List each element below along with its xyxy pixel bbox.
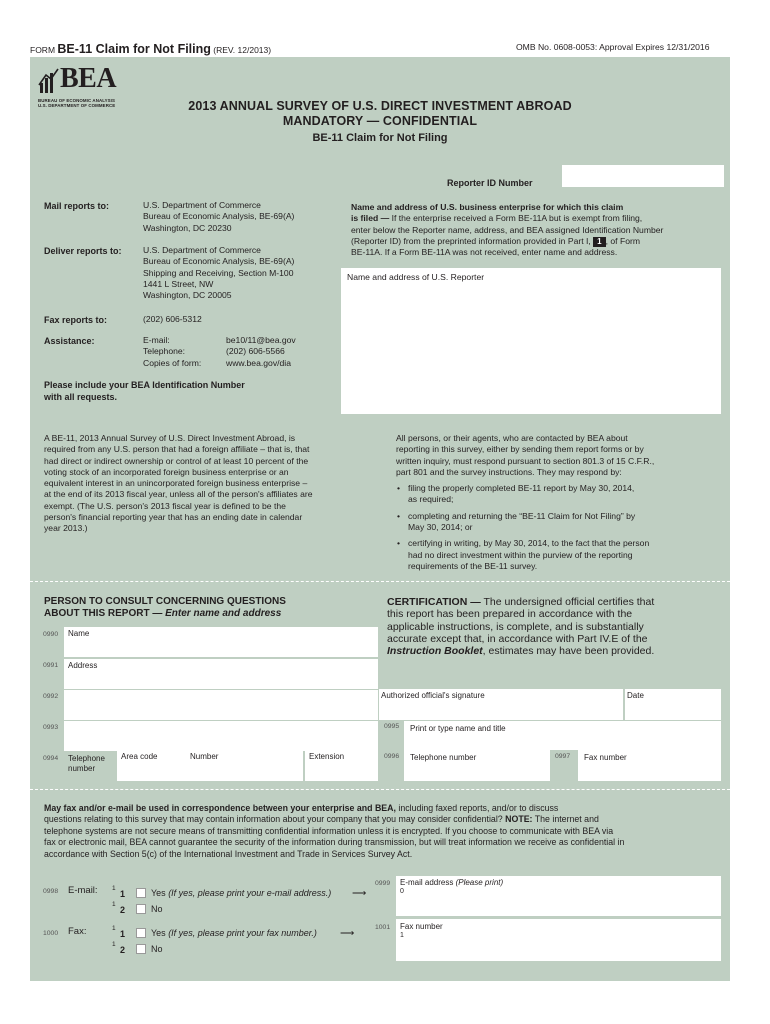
- intro-line: All persons, or their agents, who are contacted by BEA about: [396, 433, 628, 443]
- extension-label: Extension: [309, 752, 345, 761]
- option-superscript: 1: [112, 941, 116, 948]
- mail-line: Washington, DC 20230: [143, 222, 232, 233]
- reporter-name-address-box[interactable]: [341, 268, 721, 414]
- intro-line: had direct or indirect ownership or control of at least 10 percent of the: [44, 455, 309, 466]
- consent-line: fax or electronic mail, BEA cannot guarantee the security of the information during transmission, but will treat information we receive as confidential in: [44, 837, 625, 848]
- option-superscript: 1: [112, 901, 116, 908]
- email-no-checkbox[interactable]: [136, 904, 146, 914]
- area-code-label: Area code: [121, 752, 158, 761]
- consult-heading-line: ABOUT THIS REPORT —: [44, 608, 166, 619]
- code-0992: 0992: [43, 693, 59, 700]
- email-address-label-instruction: (Please print): [455, 878, 504, 887]
- email-address-sub: 0: [400, 888, 404, 895]
- deliver-line: Washington, DC 20005: [143, 290, 232, 301]
- name-address-body: BE-11A. If a Form BE-11A was not received, enter name and address.: [351, 247, 618, 258]
- instruction-booklet-ref: Instruction Booklet: [387, 645, 483, 658]
- form-header: [30, 42, 271, 56]
- signature-field[interactable]: [379, 689, 623, 720]
- intro-line: exempt. (The U.S. person's 2013 fiscal year is defined to be the: [44, 500, 286, 511]
- fax-reports-label: Fax reports to:: [44, 315, 108, 325]
- bullet-line: requirements of the BE-11 survey.: [408, 560, 538, 571]
- code-0999: 0999: [375, 880, 391, 887]
- code-0998: 0998: [43, 888, 59, 895]
- telephone-label-line: number: [68, 764, 96, 773]
- response-option: [396, 511, 721, 534]
- response-option: [396, 538, 721, 572]
- assist-phone: (202) 606-5566: [226, 346, 285, 357]
- form-prefix: FORM: [30, 45, 56, 55]
- phone-number-label: Number: [190, 752, 219, 761]
- arrow-right-icon: ⟶: [352, 888, 367, 899]
- code-0990: 0990: [43, 631, 59, 638]
- email-address-label: [400, 878, 503, 887]
- consent-note-label: NOTE:: [505, 814, 533, 825]
- email-yes-checkbox[interactable]: [136, 888, 146, 898]
- consent-line: telephone systems are not secure means of transmitting confidential information unless it is encrypted. If you choose to communicate with BEA via: [44, 825, 614, 836]
- assist-email: be10/11@bea.gov: [226, 335, 296, 345]
- fax-number-sub: 1: [400, 932, 404, 939]
- code-0991: 0991: [43, 662, 59, 669]
- bea-logo-line1: BUREAU OF ECONOMIC ANALYSIS: [38, 98, 116, 103]
- intro-line: required from any U.S. person that had a foreign affiliate – that is, that: [44, 444, 310, 455]
- intro-line: reporting in this survey, either by sending them report forms or by: [396, 444, 644, 455]
- code-0995: 0995: [384, 723, 400, 730]
- response-option: [396, 483, 721, 506]
- telephone-label-line: Telephone: [68, 754, 105, 763]
- code-0993: 0993: [43, 724, 59, 731]
- consult-heading: [44, 596, 286, 620]
- yes-text: Yes: [151, 928, 169, 938]
- consult-address-field[interactable]: [64, 659, 378, 689]
- fax-label: Fax:: [68, 926, 87, 937]
- fax-email-consent-text: [44, 803, 724, 860]
- code-1001: 1001: [375, 924, 391, 931]
- deliver-line: Bureau of Economic Analysis, BE-69(A): [143, 256, 295, 267]
- consult-heading-line: PERSON TO CONSULT CONCERNING QUESTIONS: [44, 596, 286, 607]
- email-no-label: No: [151, 904, 163, 914]
- fax-number-field[interactable]: [396, 919, 721, 961]
- bullet-line: May 30, 2014; or: [408, 522, 473, 533]
- intro-right-paragraph: [396, 433, 721, 572]
- mail-line: U.S. Department of Commerce: [143, 200, 261, 210]
- certification-line: this report has been prepared in accordance with the: [387, 608, 633, 621]
- intro-line: A BE-11, 2013 Annual Survey of U.S. Direct Investment Abroad, is: [44, 433, 296, 443]
- section-divider: [30, 789, 730, 790]
- mail-reports-label: Mail reports to:: [44, 201, 110, 211]
- option-number: 1: [120, 929, 126, 939]
- email-label: E-mail:: [68, 885, 98, 896]
- bullet-line: • certifying in writing, by May 30, 2014, to the fact that the person: [408, 538, 650, 549]
- claim-title: BE-11 Claim for Not Filing: [312, 132, 448, 144]
- code-0996: 0996: [384, 753, 400, 760]
- email-address-field[interactable]: [396, 876, 721, 916]
- response-options-list: [396, 483, 721, 572]
- fax-no-label: No: [151, 944, 163, 954]
- reporter-name-address-label: Name and address of U.S. Reporter: [347, 272, 485, 282]
- official-telephone-field[interactable]: [404, 750, 550, 781]
- official-fax-field[interactable]: [578, 750, 721, 781]
- yes-instruction: (If yes, please print your fax number.): [168, 928, 317, 938]
- certification-line: The undersigned official certifies that: [480, 596, 655, 608]
- fax-yes-checkbox[interactable]: [136, 928, 146, 938]
- form-panel: [30, 57, 730, 981]
- assist-key: E-mail:: [143, 335, 170, 345]
- code-1000: 1000: [43, 930, 59, 937]
- option-number: 1: [120, 889, 126, 899]
- form-revision: (REV. 12/2013): [213, 45, 272, 55]
- bullet-line: had no direct investment within the purview of the reporting: [408, 549, 633, 560]
- assistance-keys: [143, 335, 201, 369]
- option-number: 2: [120, 905, 126, 915]
- intro-line: written inquiry, must respond pursuant to section 801.3 of 15 C.F.R.,: [396, 455, 655, 466]
- deliver-reports-label: Deliver reports to:: [44, 246, 122, 256]
- assist-url: www.bea.gov/dia: [226, 357, 291, 368]
- intro-left-paragraph: [44, 433, 374, 535]
- code-0997: 0997: [555, 753, 571, 760]
- survey-title: 2013 ANNUAL SURVEY OF U.S. DIRECT INVESTMENT ABROAD: [188, 99, 572, 113]
- official-telephone-label: Telephone number: [410, 753, 477, 762]
- bullet-line: • filing the properly completed BE-11 report by May 30, 2014,: [408, 483, 635, 494]
- fax-reports-number: (202) 606-5312: [143, 314, 202, 324]
- name-address-body: (Reporter ID) from the preprinted information provided in Part I,: [351, 235, 591, 246]
- certification-line: applicable instructions, is complete, and is substantially: [387, 620, 644, 633]
- print-name-title-field[interactable]: [404, 721, 721, 750]
- include-id-note: [44, 379, 245, 403]
- certification-line: , estimates may have been provided.: [482, 645, 655, 658]
- option-number: 2: [120, 945, 126, 955]
- consult-telephone-label: [68, 754, 105, 774]
- form-title: BE-11 Claim for Not Filing: [57, 42, 211, 56]
- consent-line: accordance with Section 5(c) of the International Investment and Trade in Services Survey Act.: [44, 848, 413, 859]
- intro-line: equivalent interest in an unincorporated foreign business enterprise –: [44, 478, 308, 489]
- intro-line: year 2013.): [44, 523, 88, 534]
- fax-yes-label: [151, 928, 317, 938]
- include-id-note-line: Please include your BEA Identification Number: [44, 380, 245, 390]
- arrow-right-icon: ⟶: [340, 928, 355, 939]
- print-name-title-label: Print or type name and title: [410, 724, 506, 733]
- bullet-line: • completing and returning the “BE-11 Claim for Not Filing” by: [408, 510, 636, 521]
- fax-no-checkbox[interactable]: [136, 944, 146, 954]
- intro-line: part 801 and the survey instructions. They may respond by:: [396, 466, 622, 477]
- bea-logo-name: BEA: [60, 63, 117, 94]
- consult-address-label: Address: [68, 661, 98, 670]
- option-superscript: 1: [112, 885, 116, 892]
- yes-text: Yes: [151, 888, 169, 898]
- reporter-id-field[interactable]: [562, 165, 724, 187]
- code-0994: 0994: [43, 755, 59, 762]
- date-field[interactable]: [625, 689, 721, 720]
- bea-logo-line2: U.S. DEPARTMENT OF COMMERCE: [38, 103, 116, 108]
- deliver-line: 1441 L Street, NW: [143, 278, 214, 289]
- name-address-instructions: [351, 202, 721, 258]
- part-badge: 1: [593, 237, 605, 247]
- signature-label: Authorized official's signature: [381, 691, 485, 700]
- mandatory-title: MANDATORY — CONFIDENTIAL: [282, 114, 478, 128]
- email-address-label-text: E-mail address: [400, 878, 456, 887]
- name-address-body: If the enterprise received a Form BE-11A but is exempt from filing,: [389, 213, 643, 224]
- certification-text: [387, 596, 727, 657]
- official-fax-label: Fax number: [584, 753, 627, 762]
- assistance-label: Assistance:: [44, 336, 95, 346]
- intro-line: voting stock of an incorporated foreign business enterprise or an: [44, 466, 289, 477]
- deliver-address: [143, 245, 294, 301]
- intro-line: at the end of its 2013 fiscal year, unless all of the person's affiliates are: [44, 489, 313, 500]
- consult-name-field[interactable]: [64, 627, 378, 657]
- date-label: Date: [627, 691, 644, 700]
- fax-number-label: Fax number: [400, 922, 443, 931]
- include-id-note-line: with all requests.: [44, 392, 118, 402]
- yes-instruction: (If yes, please print your e-mail address.): [168, 888, 332, 898]
- assist-key: Copies of form:: [143, 357, 202, 368]
- name-address-heading: Name and address of U.S. business enterprise for which this claim: [351, 202, 624, 212]
- consult-address-line2-field[interactable]: [64, 690, 378, 720]
- omb-approval: OMB No. 0608-0053: Approval Expires 12/31/2016: [516, 42, 710, 52]
- reporter-id-label: Reporter ID Number: [447, 178, 533, 188]
- bullet-line: as required;: [408, 494, 454, 505]
- name-address-body: enter below the Reporter name, address, and BEA assigned Identification Number: [351, 224, 664, 235]
- name-address-heading: is filed —: [351, 213, 390, 224]
- consent-line: The internet and: [532, 814, 599, 825]
- certification-line: accurate except that, in accordance with Part IV.E of the: [387, 632, 648, 645]
- consult-phone-extension-field[interactable]: [305, 750, 378, 781]
- name-address-body: , of Form: [605, 235, 641, 246]
- consent-question: May fax and/or e-mail be used in correspondence between your enterprise and BEA,: [44, 803, 396, 813]
- consult-address-line3-field[interactable]: [64, 721, 378, 751]
- assistance-values: [226, 335, 296, 369]
- deliver-line: U.S. Department of Commerce: [143, 245, 261, 255]
- assist-key: Telephone:: [143, 346, 186, 357]
- intro-line: person's financial reporting year that has an ending date in calendar: [44, 512, 303, 523]
- bea-logo-icon: [38, 67, 60, 95]
- mail-address: [143, 200, 294, 234]
- mail-line: Bureau of Economic Analysis, BE-69(A): [143, 211, 295, 222]
- certification-heading: CERTIFICATION —: [387, 596, 481, 608]
- consent-line: questions relating to this survey that may contain information about your company that you may consider confidential?: [44, 814, 506, 825]
- section-divider: [30, 581, 730, 582]
- consent-line: including faxed reports, and/or to discuss: [395, 803, 559, 813]
- email-yes-label: [151, 888, 331, 898]
- consult-name-label: Name: [68, 629, 90, 638]
- consult-heading-instruction: Enter name and address: [165, 608, 282, 619]
- consult-phone-number-field[interactable]: [117, 750, 303, 781]
- deliver-line: Shipping and Receiving, Section M-100: [143, 267, 294, 278]
- option-superscript: 1: [112, 925, 116, 932]
